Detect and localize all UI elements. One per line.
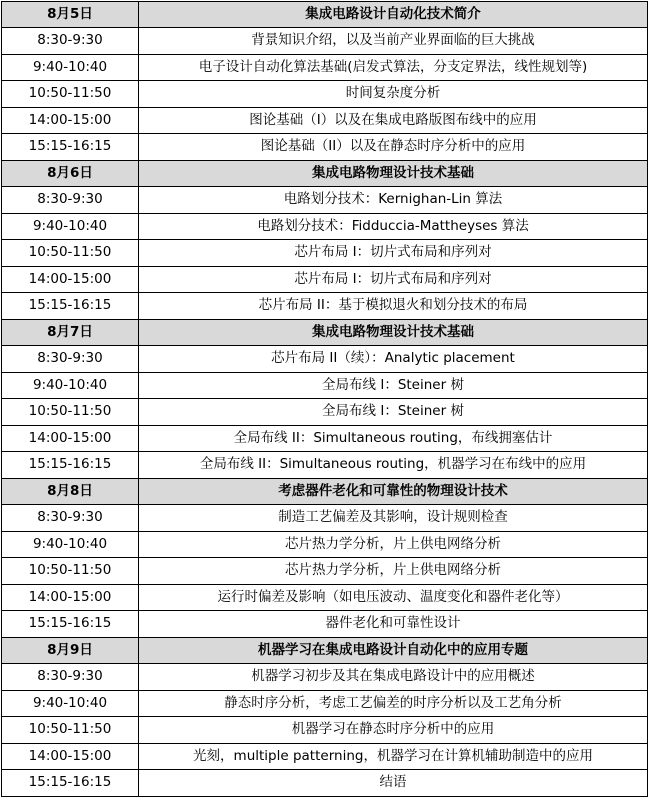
session-time: 14:00-15:00	[2, 585, 139, 611]
day-theme: 集成电路物理设计技术基础	[139, 161, 648, 187]
session-topic: 芯片布局 II：基于模拟退火和划分技术的布局	[139, 293, 648, 320]
session-topic: 全局布线 I：Steiner 树	[139, 373, 648, 399]
session-topic: 机器学习初步及其在集成电路设计中的应用概述	[139, 664, 648, 691]
session-row	[2, 108, 648, 134]
schedule-body	[2, 2, 648, 797]
day-theme: 集成电路物理设计技术基础	[139, 320, 648, 346]
session-time: 9:40-10:40	[2, 214, 139, 240]
session-topic: 时间复杂度分析	[139, 81, 648, 108]
session-time: 14:00-15:00	[2, 267, 139, 293]
session-row	[2, 664, 648, 691]
day-theme: 集成电路设计自动化技术简介	[139, 2, 648, 28]
session-time: 9:40-10:40	[2, 532, 139, 558]
session-topic: 图论基础（I）以及在集成电路版图布线中的应用	[139, 108, 648, 134]
session-row	[2, 558, 648, 585]
session-row	[2, 134, 648, 161]
session-time: 10:50-11:50	[2, 399, 139, 426]
day-header-row	[2, 2, 648, 28]
session-topic: 芯片布局 II（续）：Analytic placement	[139, 346, 648, 373]
session-row	[2, 426, 648, 452]
session-time: 10:50-11:50	[2, 81, 139, 108]
session-topic: 背景知识介绍，以及当前产业界面临的巨大挑战	[139, 28, 648, 55]
session-row	[2, 240, 648, 267]
session-topic: 芯片布局 I：切片式布局和序列对	[139, 240, 648, 267]
session-topic: 芯片热力学分析，片上供电网络分析	[139, 558, 648, 585]
session-time: 10:50-11:50	[2, 240, 139, 267]
session-time: 9:40-10:40	[2, 373, 139, 399]
session-topic: 电路划分技术：Kernighan-Lin 算法	[139, 187, 648, 214]
day-date: 8月7日	[2, 320, 139, 346]
session-row	[2, 691, 648, 717]
session-topic: 光刻，multiple patterning，机器学习在计算机辅助制造中的应用	[139, 744, 648, 770]
session-row	[2, 505, 648, 532]
session-time: 8:30-9:30	[2, 505, 139, 532]
session-time: 9:40-10:40	[2, 55, 139, 81]
day-date: 8月8日	[2, 479, 139, 505]
session-time: 8:30-9:30	[2, 28, 139, 55]
session-row	[2, 744, 648, 770]
session-time: 8:30-9:30	[2, 187, 139, 214]
session-topic: 机器学习在静态时序分析中的应用	[139, 717, 648, 744]
session-row	[2, 81, 648, 108]
schedule-table	[1, 1, 648, 797]
day-header-row	[2, 638, 648, 664]
session-topic: 芯片布局 I：切片式布局和序列对	[139, 267, 648, 293]
session-time: 10:50-11:50	[2, 558, 139, 585]
session-row	[2, 214, 648, 240]
session-topic: 图论基础（II）以及在静态时序分析中的应用	[139, 134, 648, 161]
session-row	[2, 267, 648, 293]
session-row	[2, 532, 648, 558]
session-topic: 制造工艺偏差及其影响，设计规则检查	[139, 505, 648, 532]
day-header-row	[2, 161, 648, 187]
session-time: 10:50-11:50	[2, 717, 139, 744]
day-date: 8月6日	[2, 161, 139, 187]
session-row	[2, 611, 648, 638]
session-row	[2, 28, 648, 55]
session-time: 9:40-10:40	[2, 691, 139, 717]
session-topic: 全局布线 II：Simultaneous routing，机器学习在布线中的应用	[139, 452, 648, 479]
day-date: 8月5日	[2, 2, 139, 28]
session-row	[2, 717, 648, 744]
session-time: 15:15-16:15	[2, 611, 139, 638]
session-topic: 全局布线 I：Steiner 树	[139, 399, 648, 426]
session-time: 8:30-9:30	[2, 664, 139, 691]
day-header-row	[2, 479, 648, 505]
day-header-row	[2, 320, 648, 346]
session-time: 15:15-16:15	[2, 293, 139, 320]
session-row	[2, 770, 648, 797]
session-time: 15:15-16:15	[2, 770, 139, 797]
session-time: 14:00-15:00	[2, 744, 139, 770]
session-topic: 结语	[139, 770, 648, 797]
session-row	[2, 187, 648, 214]
session-row	[2, 293, 648, 320]
day-theme: 机器学习在集成电路设计自动化中的应用专题	[139, 638, 648, 664]
session-row	[2, 373, 648, 399]
session-topic: 芯片热力学分析，片上供电网络分析	[139, 532, 648, 558]
session-row	[2, 346, 648, 373]
session-row	[2, 585, 648, 611]
session-topic: 运行时偏差及影响（如电压波动、温度变化和器件老化等）	[139, 585, 648, 611]
session-time: 8:30-9:30	[2, 346, 139, 373]
session-topic: 静态时序分析，考虑工艺偏差的时序分析以及工艺角分析	[139, 691, 648, 717]
session-topic: 电子设计自动化算法基础(启发式算法，分支定界法，线性规划等)	[139, 55, 648, 81]
session-topic: 器件老化和可靠性设计	[139, 611, 648, 638]
session-time: 15:15-16:15	[2, 134, 139, 161]
session-time: 14:00-15:00	[2, 426, 139, 452]
session-topic: 全局布线 II：Simultaneous routing，布线拥塞估计	[139, 426, 648, 452]
session-row	[2, 399, 648, 426]
day-theme: 考虑器件老化和可靠性的物理设计技术	[139, 479, 648, 505]
session-topic: 电路划分技术：Fidduccia-Mattheyses 算法	[139, 214, 648, 240]
day-date: 8月9日	[2, 638, 139, 664]
session-time: 15:15-16:15	[2, 452, 139, 479]
session-time: 14:00-15:00	[2, 108, 139, 134]
session-row	[2, 55, 648, 81]
session-row	[2, 452, 648, 479]
